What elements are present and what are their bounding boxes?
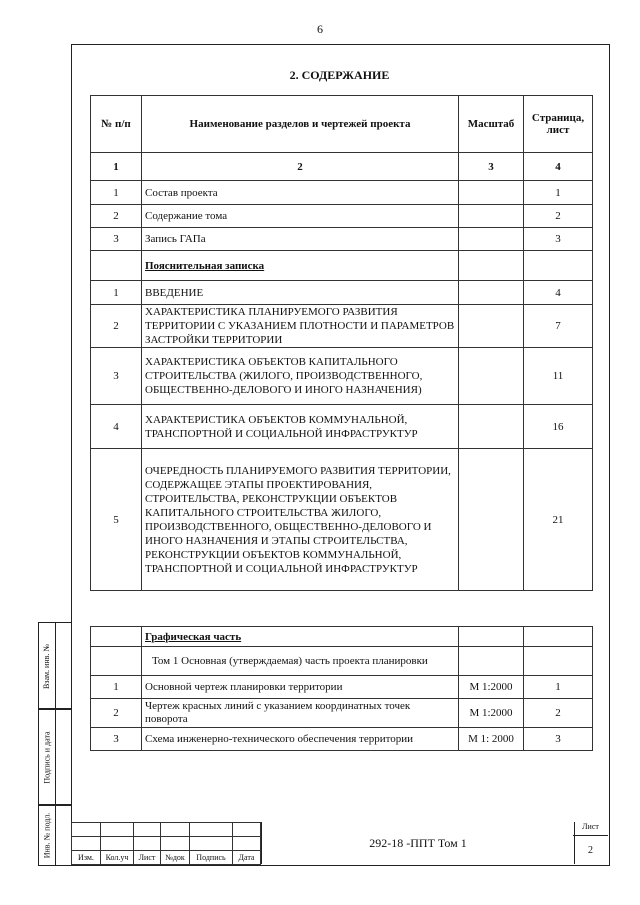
- table-row: [91, 228, 593, 251]
- row-num: 1: [91, 676, 142, 699]
- tb-col-izm: Изм.: [72, 851, 101, 865]
- header-num: № п/п: [91, 96, 142, 153]
- table-row: [91, 699, 593, 728]
- table-row: [91, 281, 593, 305]
- row-name: ВВЕДЕНИЕ: [142, 281, 459, 305]
- row-scale: М 1: 2000: [459, 728, 524, 751]
- table-row: [91, 728, 593, 751]
- row-num: 3: [91, 728, 142, 751]
- row-name: Содержание тома: [142, 205, 459, 228]
- contents-table: [90, 95, 593, 591]
- row-scale: [459, 348, 524, 405]
- row-page: 1: [524, 676, 593, 699]
- col-number: 4: [524, 153, 593, 181]
- col-number: 2: [142, 153, 459, 181]
- row-name: ХАРАКТЕРИСТИКА ОБЪЕКТОВ КОММУНАЛЬНОЙ, ТРАНСПОРТНОЙ И СОЦИАЛЬНОЙ ИНФРАСТРУКТУР: [142, 405, 459, 449]
- section-heading: Пояснительная записка: [142, 251, 459, 281]
- tb-col-signature: Подпись: [190, 851, 233, 865]
- side-stamp-label: Подпись и дата: [42, 730, 52, 784]
- row-num: [91, 251, 142, 281]
- row-page: 21: [524, 449, 593, 591]
- row-name: ХАРАКТЕРИСТИКА ПЛАНИРУЕМОГО РАЗВИТИЯ ТЕРРИТОРИИ С УКАЗАНИЕМ ПЛОТНОСТИ И ПАРАМЕТРОВ ЗАСТРОЙКИ ТЕРРИТОРИИ: [142, 305, 459, 348]
- table-row: [91, 405, 593, 449]
- side-stamp-label: Взам. инв. №: [42, 643, 52, 689]
- graphic-table: [90, 626, 593, 751]
- row-scale: [459, 181, 524, 205]
- header-scale: Масштаб: [459, 96, 524, 153]
- row-num: 5: [91, 449, 142, 591]
- table-row: [91, 449, 593, 591]
- header-page: Страница, лист: [524, 96, 593, 153]
- title-block: [71, 822, 608, 864]
- table-row: [91, 647, 593, 676]
- row-scale: [459, 405, 524, 449]
- table-row: [91, 205, 593, 228]
- row-name: ХАРАКТЕРИСТИКА ОБЪЕКТОВ КАПИТАЛЬНОГО СТРОИТЕЛЬСТВА (ЖИЛОГО, ПРОИЗВОДСТВЕННОГО, ОБЩЕСТВЕННО-ДЕЛОВОГО И ИНОГО НАЗНАЧЕНИЯ): [142, 348, 459, 405]
- row-page: 2: [524, 699, 593, 728]
- row-page: [524, 627, 593, 647]
- row-scale: [459, 251, 524, 281]
- column-number-row: [91, 153, 593, 181]
- row-page: 1: [524, 181, 593, 205]
- row-page: 4: [524, 281, 593, 305]
- row-num: 3: [91, 348, 142, 405]
- col-number: 3: [459, 153, 524, 181]
- row-scale: [459, 647, 524, 676]
- row-num: 2: [91, 699, 142, 728]
- side-stamp-inv-podl: [38, 804, 72, 866]
- side-stamp-signature: [38, 708, 72, 806]
- row-name: Основной чертеж планировки территории: [142, 676, 459, 699]
- sheet-number: 2: [588, 844, 593, 856]
- side-stamp-label: Инв. № подл.: [42, 812, 52, 858]
- row-num: 4: [91, 405, 142, 449]
- graphic-heading: Графическая часть: [142, 627, 459, 647]
- header-name: Наименование разделов и чертежей проекта: [142, 96, 459, 153]
- row-name: Запись ГАПа: [142, 228, 459, 251]
- document-number: 292-18 -ППТ Том 1: [261, 822, 575, 864]
- row-page: 2: [524, 205, 593, 228]
- row-name: Состав проекта: [142, 181, 459, 205]
- sheet-label: Лист: [573, 822, 608, 836]
- row-scale: [459, 205, 524, 228]
- row-page: [524, 647, 593, 676]
- row-page: [524, 251, 593, 281]
- table-row: [91, 181, 593, 205]
- table-row: [91, 348, 593, 405]
- row-num: 3: [91, 228, 142, 251]
- tb-col-kolvo: Кол.уч: [101, 851, 134, 865]
- row-scale: [459, 305, 524, 348]
- page-number: 6: [317, 22, 323, 36]
- row-page: 16: [524, 405, 593, 449]
- revision-table: [71, 822, 261, 865]
- row-scale: М 1:2000: [459, 699, 524, 728]
- table-row: [91, 305, 593, 348]
- row-num: 1: [91, 281, 142, 305]
- row-page: 11: [524, 348, 593, 405]
- table-row: [91, 676, 593, 699]
- row-name: Схема инженерно-технического обеспечения территории: [142, 728, 459, 751]
- side-stamp-label-cell: [39, 805, 56, 865]
- row-name: Чертеж красных линий с указанием координатных точек поворота: [142, 699, 459, 728]
- row-scale: [459, 228, 524, 251]
- table-row: [91, 627, 593, 647]
- row-scale: М 1:2000: [459, 676, 524, 699]
- row-num: 2: [91, 205, 142, 228]
- row-scale: [459, 281, 524, 305]
- page-title: 2. СОДЕРЖАНИЕ: [289, 68, 390, 82]
- row-page: 3: [524, 728, 593, 751]
- row-scale: [459, 449, 524, 591]
- row-scale: [459, 627, 524, 647]
- table-header-row: [91, 96, 593, 153]
- row-name: ОЧЕРЕДНОСТЬ ПЛАНИРУЕМОГО РАЗВИТИЯ ТЕРРИТОРИИ, СОДЕРЖАЩЕЕ ЭТАПЫ ПРОЕКТИРОВАНИЯ, СТРОИТЕЛЬСТВА, РЕКОНСТРУКЦИИ ОБЪЕКТОВ КАПИТАЛЬНОГО СТРОИТЕЛЬСТВА ЖИЛОГО, ПРОИЗВОДСТВЕННОГО, ОБЩЕСТВЕННО-ДЕЛОВОГО И ИНОГО НАЗНАЧЕНИЯ И ЭТАПЫ СТРОИТЕЛЬСТВА, РЕКОНСТРУКЦИИ ОБЪЕКТОВ КОММУНАЛЬНОЙ, ТРАНСПОРТНОЙ И СОЦИАЛЬНОЙ ИНФРАСТРУКТУР: [142, 449, 459, 591]
- tb-col-list: Лист: [134, 851, 161, 865]
- tb-col-date: Дата: [233, 851, 261, 865]
- side-stamp-label-cell: [39, 709, 56, 805]
- table-row: [91, 251, 593, 281]
- row-num: 1: [91, 181, 142, 205]
- row-num: 2: [91, 305, 142, 348]
- row-page: 3: [524, 228, 593, 251]
- side-stamp-label-cell: [39, 623, 56, 709]
- col-number: 1: [91, 153, 142, 181]
- tb-col-ndok: №док: [161, 851, 190, 865]
- row-num: [91, 627, 142, 647]
- row-num: [91, 647, 142, 676]
- side-stamp-inv-vzam: [38, 622, 72, 710]
- row-page: 7: [524, 305, 593, 348]
- graphic-subheading: Том 1 Основная (утверждаемая) часть проекта планировки: [142, 647, 459, 676]
